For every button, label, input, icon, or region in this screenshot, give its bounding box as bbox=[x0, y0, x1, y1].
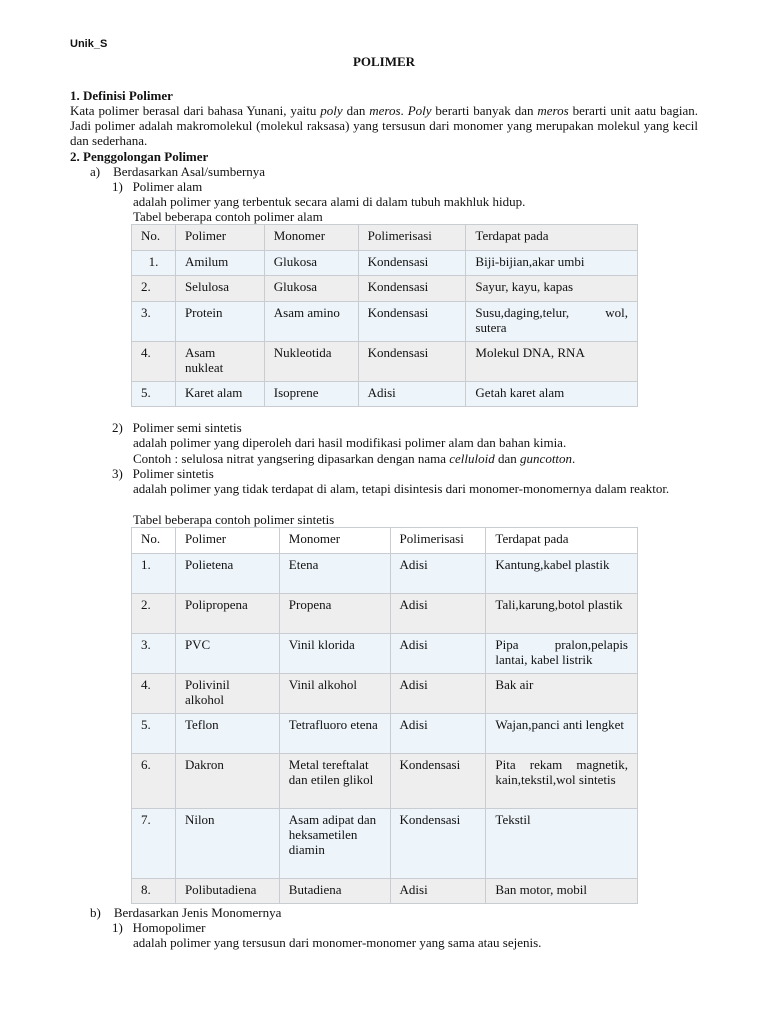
table-cell: 8. bbox=[132, 879, 176, 904]
table-cell: Pipa pralon,pelapis lantai, kabel listrik bbox=[486, 634, 638, 674]
table-cell: Amilum bbox=[175, 251, 264, 276]
table-alam-caption: Tabel beberapa contoh polimer alam bbox=[133, 209, 323, 224]
table-cell: Pita rekam magnetik, kain,tekstil,wol sintetis bbox=[486, 754, 638, 809]
sintetis-definition: adalah polimer yang tidak terdapat di alam, tetapi disintesis dari monomer-monomernya dalam reaktor. bbox=[133, 481, 670, 496]
table-header-cell: Monomer bbox=[279, 528, 390, 554]
table-cell: 5. bbox=[132, 714, 176, 754]
table-header-row bbox=[132, 225, 638, 251]
table-row bbox=[132, 879, 638, 904]
table-cell: Adisi bbox=[390, 879, 486, 904]
table-cell: Metal tereftalat dan etilen glikol bbox=[279, 754, 390, 809]
table-cell: Asam nukleat bbox=[175, 342, 264, 382]
table-cell: Adisi bbox=[390, 594, 486, 634]
table-header-cell: Polimerisasi bbox=[358, 225, 466, 251]
semi-sintetis-definition: adalah polimer yang diperoleh dari hasil modifikasi polimer alam dan bahan kimia. bbox=[133, 435, 567, 450]
table-cell: 4. bbox=[132, 674, 176, 714]
table-header-cell: Polimer bbox=[175, 528, 279, 554]
table-header-row bbox=[132, 528, 638, 554]
table-cell: Vinil alkohol bbox=[279, 674, 390, 714]
table-header-cell: Polimerisasi bbox=[390, 528, 486, 554]
table-cell: 2. bbox=[132, 594, 176, 634]
table-row bbox=[132, 714, 638, 754]
table-cell: Dakron bbox=[175, 754, 279, 809]
table-header-cell: Monomer bbox=[264, 225, 358, 251]
section-1-heading: 1. Definisi Polimer bbox=[70, 88, 173, 103]
table-polimer-sintetis bbox=[131, 527, 638, 904]
table-cell: Biji-bijian,akar umbi bbox=[466, 251, 638, 276]
page-title: POLIMER bbox=[352, 54, 416, 69]
semi-sintetis-example: Contoh : selulosa nitrat yangsering dipasarkan dengan nama celluloid dan guncotton. bbox=[133, 451, 576, 466]
table-cell: Butadiena bbox=[279, 879, 390, 904]
section-2-heading: 2. Penggolongan Polimer bbox=[70, 149, 209, 164]
table-cell: Molekul DNA, RNA bbox=[466, 342, 638, 382]
table-cell: Kondensasi bbox=[358, 251, 466, 276]
table-cell: Kondensasi bbox=[358, 302, 466, 342]
table-cell: 2. bbox=[132, 276, 176, 302]
table-cell: 3. bbox=[132, 634, 176, 674]
table-cell: Kondensasi bbox=[390, 754, 486, 809]
subsection-a-heading: a) Berdasarkan Asal/sumbernya bbox=[90, 164, 266, 179]
table-header-cell: Polimer bbox=[175, 225, 264, 251]
table-cell: 1. bbox=[132, 251, 176, 276]
homopolimer-heading: 1) Homopolimer bbox=[112, 920, 206, 935]
table-cell: Glukosa bbox=[264, 276, 358, 302]
table-row bbox=[132, 809, 638, 879]
polimer-alam-definition: adalah polimer yang terbentuk secara alami di dalam tubuh makhluk hidup. bbox=[133, 194, 526, 209]
table-cell: Adisi bbox=[390, 554, 486, 594]
table-cell: Adisi bbox=[390, 634, 486, 674]
table-cell: Tetrafluoro etena bbox=[279, 714, 390, 754]
table-cell: Vinil klorida bbox=[279, 634, 390, 674]
table-cell: Ban motor, mobil bbox=[486, 879, 638, 904]
subsection-b-heading: b) Berdasarkan Jenis Monomernya bbox=[90, 905, 282, 920]
table-cell: Asam amino bbox=[264, 302, 358, 342]
table-cell: Polietena bbox=[175, 554, 279, 594]
table-cell: Asam adipat dan heksametilen diamin bbox=[279, 809, 390, 879]
table-cell: Getah karet alam bbox=[466, 382, 638, 407]
homopolimer-definition: adalah polimer yang tersusun dari monomer-monomer yang sama atau sejenis. bbox=[133, 935, 542, 950]
table-cell: 6. bbox=[132, 754, 176, 809]
table-cell: Etena bbox=[279, 554, 390, 594]
table-cell: Teflon bbox=[175, 714, 279, 754]
table-cell: Selulosa bbox=[175, 276, 264, 302]
table-cell: Polipropena bbox=[175, 594, 279, 634]
table-row bbox=[132, 342, 638, 382]
table-cell: Tekstil bbox=[486, 809, 638, 879]
table-polimer-alam bbox=[131, 224, 638, 407]
table-row bbox=[132, 674, 638, 714]
table-header-cell: No. bbox=[132, 225, 176, 251]
table-header-cell: Terdapat pada bbox=[466, 225, 638, 251]
table-sintetis-caption: Tabel beberapa contoh polimer sintetis bbox=[133, 512, 335, 527]
table-cell: 7. bbox=[132, 809, 176, 879]
table-header-cell: No. bbox=[132, 528, 176, 554]
table-cell: 5. bbox=[132, 382, 176, 407]
table-cell: Nukleotida bbox=[264, 342, 358, 382]
table-cell: Bak air bbox=[486, 674, 638, 714]
polimer-alam-heading: 1) Polimer alam bbox=[112, 179, 203, 194]
table-row bbox=[132, 554, 638, 594]
table-row bbox=[132, 754, 638, 809]
table-row bbox=[132, 594, 638, 634]
table-cell: Isoprene bbox=[264, 382, 358, 407]
table-cell: Protein bbox=[175, 302, 264, 342]
table-cell: 3. bbox=[132, 302, 176, 342]
table-cell: Kondensasi bbox=[358, 276, 466, 302]
table-cell: 4. bbox=[132, 342, 176, 382]
table-cell: Polivinil alkohol bbox=[175, 674, 279, 714]
table-cell: Karet alam bbox=[175, 382, 264, 407]
table-cell: Wajan,panci anti lengket bbox=[486, 714, 638, 754]
table-cell: 1. bbox=[132, 554, 176, 594]
table-cell: Kantung,kabel plastik bbox=[486, 554, 638, 594]
sintetis-heading: 3) Polimer sintetis bbox=[112, 466, 214, 481]
table-cell: Sayur, kayu, kapas bbox=[466, 276, 638, 302]
table-row bbox=[132, 302, 638, 342]
table-row bbox=[132, 276, 638, 302]
table-cell: Nilon bbox=[175, 809, 279, 879]
table-row bbox=[132, 634, 638, 674]
author-label: Unik_S bbox=[70, 38, 108, 50]
table-row bbox=[132, 251, 638, 276]
table-cell: PVC bbox=[175, 634, 279, 674]
table-cell: Susu,daging,telur, wol, sutera bbox=[466, 302, 638, 342]
table-row bbox=[132, 382, 638, 407]
table-cell: Adisi bbox=[390, 714, 486, 754]
table-cell: Kondensasi bbox=[358, 342, 466, 382]
table-cell: Adisi bbox=[390, 674, 486, 714]
table-cell: Kondensasi bbox=[390, 809, 486, 879]
table-cell: Tali,karung,botol plastik bbox=[486, 594, 638, 634]
table-cell: Adisi bbox=[358, 382, 466, 407]
semi-sintetis-heading: 2) Polimer semi sintetis bbox=[112, 420, 242, 435]
table-cell: Polibutadiena bbox=[175, 879, 279, 904]
table-header-cell: Terdapat pada bbox=[486, 528, 638, 554]
section-1-paragraph: Kata polimer berasal dari bahasa Yunani, yaitu poly dan meros. Poly berarti banyak dan meros berarti unit aatu bagian. Jadi polimer adalah makromolekul (molekul raksasa) yang tersusun dari monomer yang merupakan molekul yang kecil dan sederhana. bbox=[70, 103, 698, 148]
table-cell: Propena bbox=[279, 594, 390, 634]
table-cell: Glukosa bbox=[264, 251, 358, 276]
